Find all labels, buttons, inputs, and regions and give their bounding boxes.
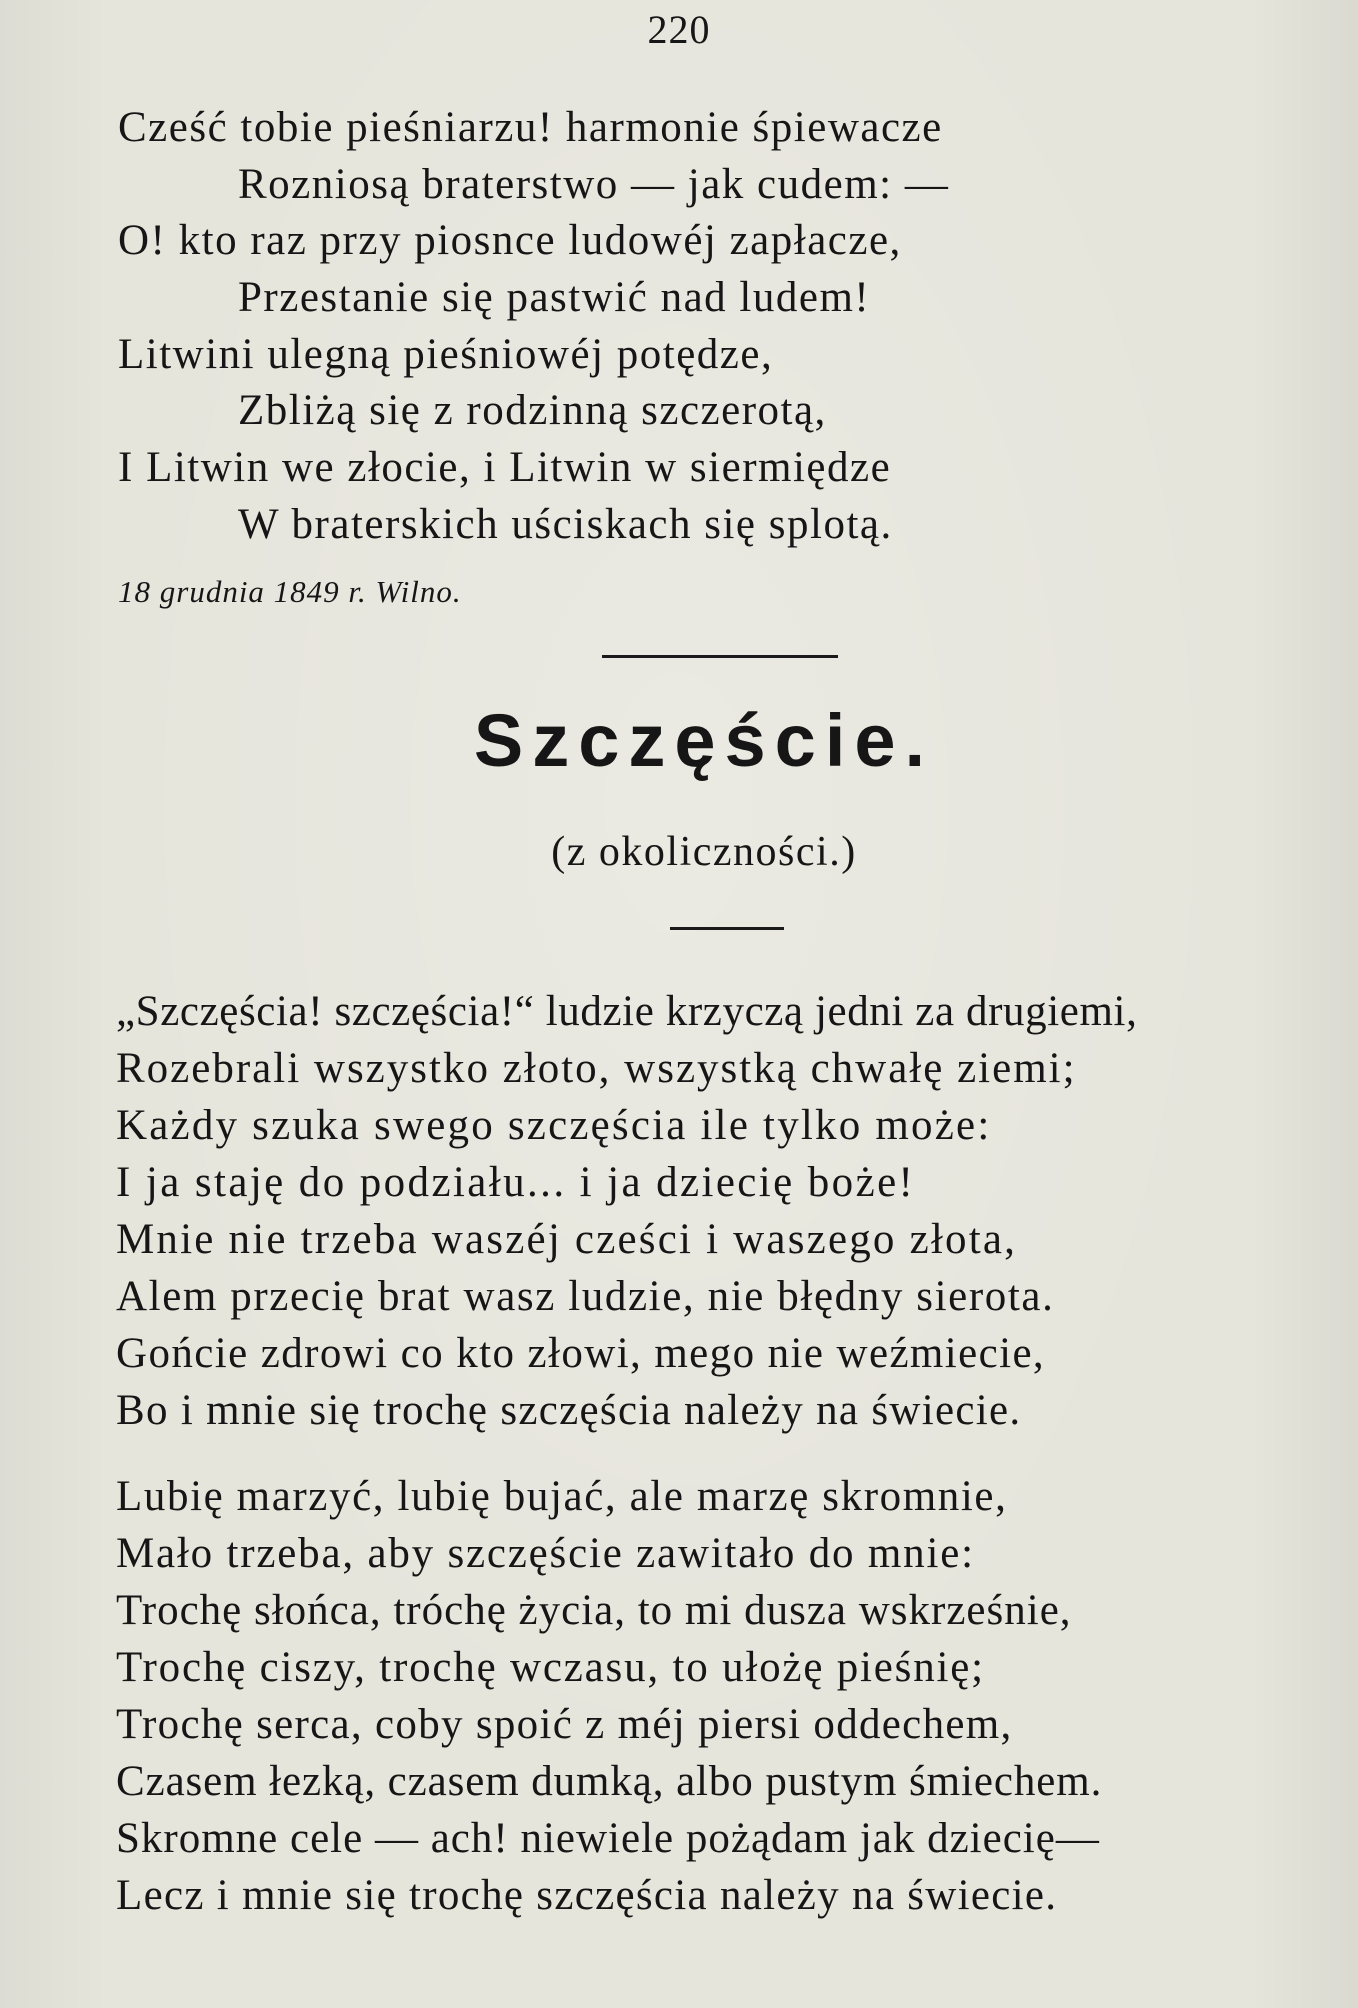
poem-line: Mnie nie trzeba waszéj cześci i waszego złota, xyxy=(116,1216,1018,1263)
previous-poem-line: Przestanie się pastwić nad ludem! xyxy=(238,274,871,321)
poem-line: Trochę ciszy, trochę wczasu, to ułożę pieśnię; xyxy=(116,1644,985,1691)
page-number: 220 xyxy=(647,7,711,52)
previous-poem-line: Zbliżą się z rodzinną szczerotą, xyxy=(238,387,827,434)
poem-line: Gońcie zdrowi co kto złowi, mego nie weźmiecie, xyxy=(116,1330,1046,1377)
title-divider xyxy=(670,927,784,930)
previous-poem-line: I Litwin we złocie, i Litwin w siermiędze xyxy=(118,444,892,491)
poem-line: Bo i mnie się trochę szczęścia należy na świecie. xyxy=(116,1387,1022,1434)
poem-line: Trochę serca, coby spoić z méj piersi oddechem, xyxy=(116,1701,1013,1748)
poem-dateline: 18 grudnia 1849 r. Wilno. xyxy=(118,574,462,609)
poem-line: I ja staję do podziału... i ja dziecię boże! xyxy=(116,1159,916,1206)
poem-subtitle: (z okoliczności.) xyxy=(551,829,857,875)
poem-line: Lecz i mnie się trochę szczęścia należy na świecie. xyxy=(116,1872,1058,1919)
poem-line: Alem przecię brat wasz ludzie, nie błędny sierota. xyxy=(116,1273,1055,1320)
previous-poem-line: W braterskich uściskach się splotą. xyxy=(238,501,893,548)
poem-line: „Szczęścia! szczęścia!“ ludzie krzyczą jedni za drugiemi, xyxy=(116,988,1138,1035)
poem-line: Mało trzeba, aby szczęście zawitało do mnie: xyxy=(116,1530,975,1577)
poem-title: Szczęście. xyxy=(473,699,935,782)
previous-poem-line: O! kto raz przy piosnce ludowéj zapłacze, xyxy=(118,217,902,264)
poem-line: Trochę słońca, tróchę życia, to mi dusza wskrześnie, xyxy=(116,1587,1072,1634)
poem-line: Każdy szuka swego szczęścia ile tylko może: xyxy=(116,1102,992,1149)
section-divider xyxy=(602,655,838,658)
poem-line: Lubię marzyć, lubię bujać, ale marzę skromnie, xyxy=(116,1473,1008,1520)
poem-line: Czasem łezką, czasem dumką, albo pustym śmiechem. xyxy=(116,1758,1103,1805)
poem-line: Rozebrali wszystko złoto, wszystką chwałę ziemi; xyxy=(116,1045,1077,1092)
previous-poem-line: Litwini ulegną pieśniowéj potędze, xyxy=(118,331,774,378)
previous-poem-line: Cześć tobie pieśniarzu! harmonie śpiewacze xyxy=(118,104,943,151)
previous-poem-line: Rozniosą braterstwo — jak cudem: — xyxy=(238,161,950,208)
poem-line: Skromne cele — ach! niewiele pożądam jak dziecię— xyxy=(116,1815,1100,1862)
